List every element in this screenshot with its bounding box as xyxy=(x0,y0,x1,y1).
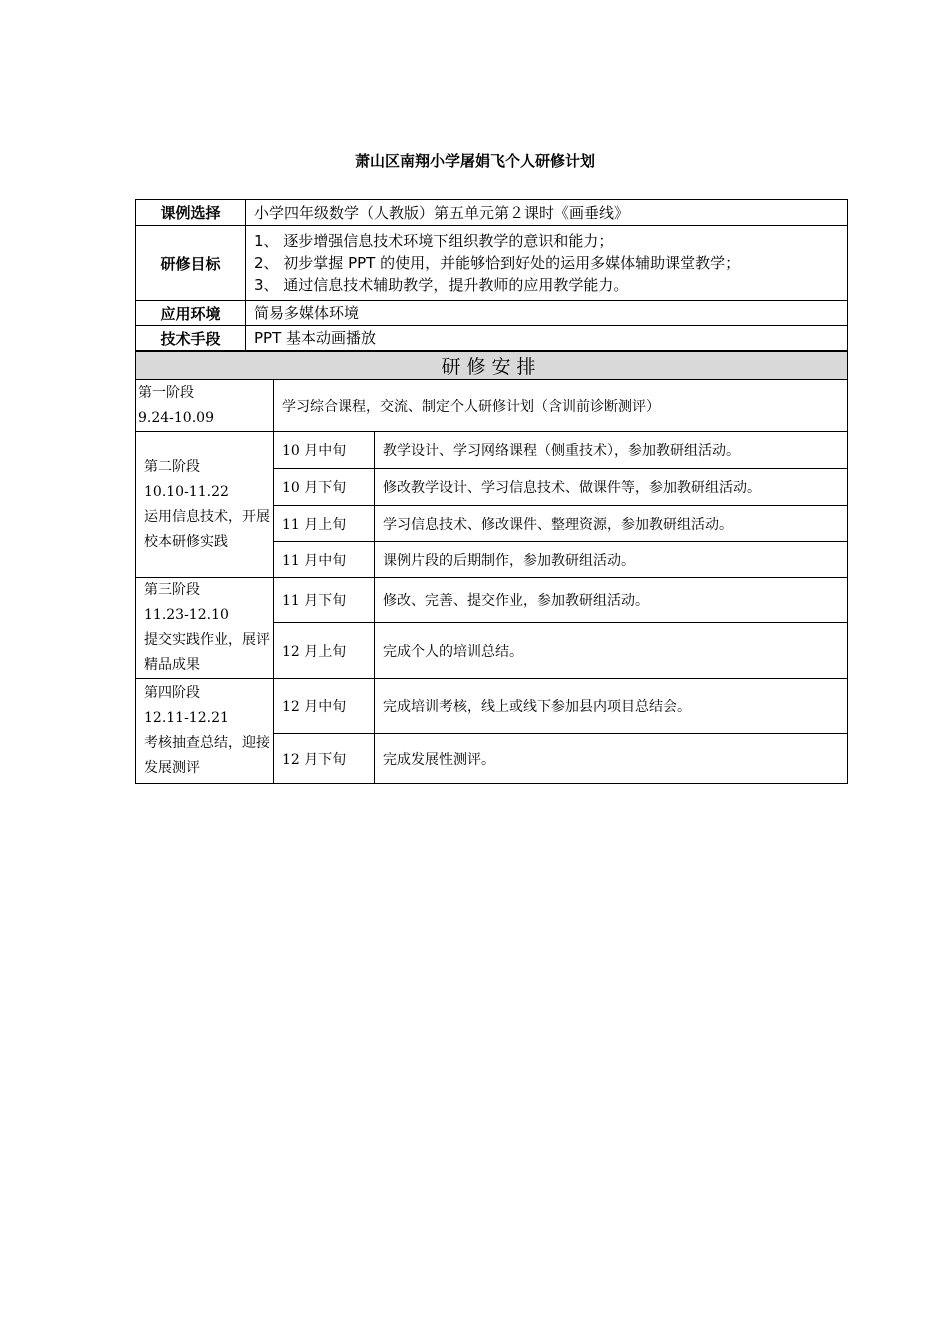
period-cell: 10 月下旬 xyxy=(274,469,375,506)
goal-label: 研修目标 xyxy=(136,226,246,301)
task-cell: 完成个人的培训总结。 xyxy=(375,623,848,679)
case-label: 课例选择 xyxy=(136,200,246,226)
stage-dates: 10.10-11.22 xyxy=(144,483,229,500)
table-row xyxy=(136,432,848,469)
period-cell: 10 月中旬 xyxy=(274,432,375,469)
document-title: 萧山区南翔小学屠娟飞个人研修计划 xyxy=(354,152,595,170)
tech-row xyxy=(136,326,848,351)
task-cell: 修改教学设计、学习信息技术、做课件等，参加教研组活动。 xyxy=(375,469,848,506)
task-cell: 完成培训考核，线上或线下参加县内项目总结会。 xyxy=(375,679,848,734)
env-label: 应用环境 xyxy=(136,301,246,326)
stage-row xyxy=(136,380,848,432)
stage-name: 第一阶段 xyxy=(138,384,194,401)
stage-dates: 11.23-12.10 xyxy=(144,607,229,623)
stage-desc: 考核抽查总结，迎接发展测评 xyxy=(144,735,270,776)
stage-3-cell xyxy=(136,578,274,679)
task-cell: 课例片段的后期制作，参加教研组活动。 xyxy=(375,542,848,578)
env-value: 简易多媒体环境 xyxy=(246,301,848,326)
stage-desc: 运用信息技术，开展校本研修实践 xyxy=(144,508,270,550)
stage-2-cell xyxy=(136,432,274,578)
env-row xyxy=(136,301,848,326)
period-cell: 12 月下旬 xyxy=(274,734,375,784)
stage-1-cell xyxy=(136,380,274,432)
goal-item: 1、 逐步增强信息技术环境下组织教学的意识和能力； xyxy=(254,232,614,250)
schedule-banner: 研修安排 xyxy=(136,352,848,380)
schedule-table xyxy=(135,351,848,784)
goal-list xyxy=(246,226,848,301)
period-cell: 11 月下旬 xyxy=(274,578,375,623)
goal-item: 2、 初步掌握 PPT 的使用，并能够恰到好处的运用多媒体辅助课堂教学； xyxy=(254,254,741,272)
stage-name: 第三阶段 xyxy=(144,582,200,598)
stage-dates: 12.11-12.21 xyxy=(144,710,229,726)
info-table xyxy=(135,199,848,351)
case-value: 小学四年级数学（人教版）第五单元第２课时《画垂线》 xyxy=(246,200,848,226)
goal-row xyxy=(136,226,848,301)
stage-4-cell xyxy=(136,679,274,784)
case-row xyxy=(136,200,848,226)
task-cell: 修改、完善、提交作业，参加教研组活动。 xyxy=(375,578,848,623)
stage-1-task: 学习综合课程，交流、制定个人研修计划（含训前诊断测评） xyxy=(274,380,848,432)
stage-dates: 9.24-10.09 xyxy=(138,409,214,426)
task-cell: 教学设计、学习网络课程（侧重技术），参加教研组活动。 xyxy=(375,432,848,469)
stage-name: 第四阶段 xyxy=(144,685,200,701)
stage-name: 第二阶段 xyxy=(144,458,200,475)
table-row xyxy=(136,679,848,734)
tech-value: PPT 基本动画播放 xyxy=(246,326,848,351)
task-cell: 完成发展性测评。 xyxy=(375,734,848,784)
period-cell: 11 月上旬 xyxy=(274,506,375,542)
table-row xyxy=(136,578,848,623)
stage-desc: 提交实践作业，展评精品成果 xyxy=(144,632,270,673)
goal-item: 3、 通过信息技术辅助教学，提升教师的应用教学能力。 xyxy=(254,276,629,294)
period-cell: 12 月上旬 xyxy=(274,623,375,679)
tech-label: 技术手段 xyxy=(136,326,246,351)
period-cell: 12 月中旬 xyxy=(274,679,375,734)
task-cell: 学习信息技术、修改课件、整理资源，参加教研组活动。 xyxy=(375,506,848,542)
period-cell: 11 月中旬 xyxy=(274,542,375,578)
